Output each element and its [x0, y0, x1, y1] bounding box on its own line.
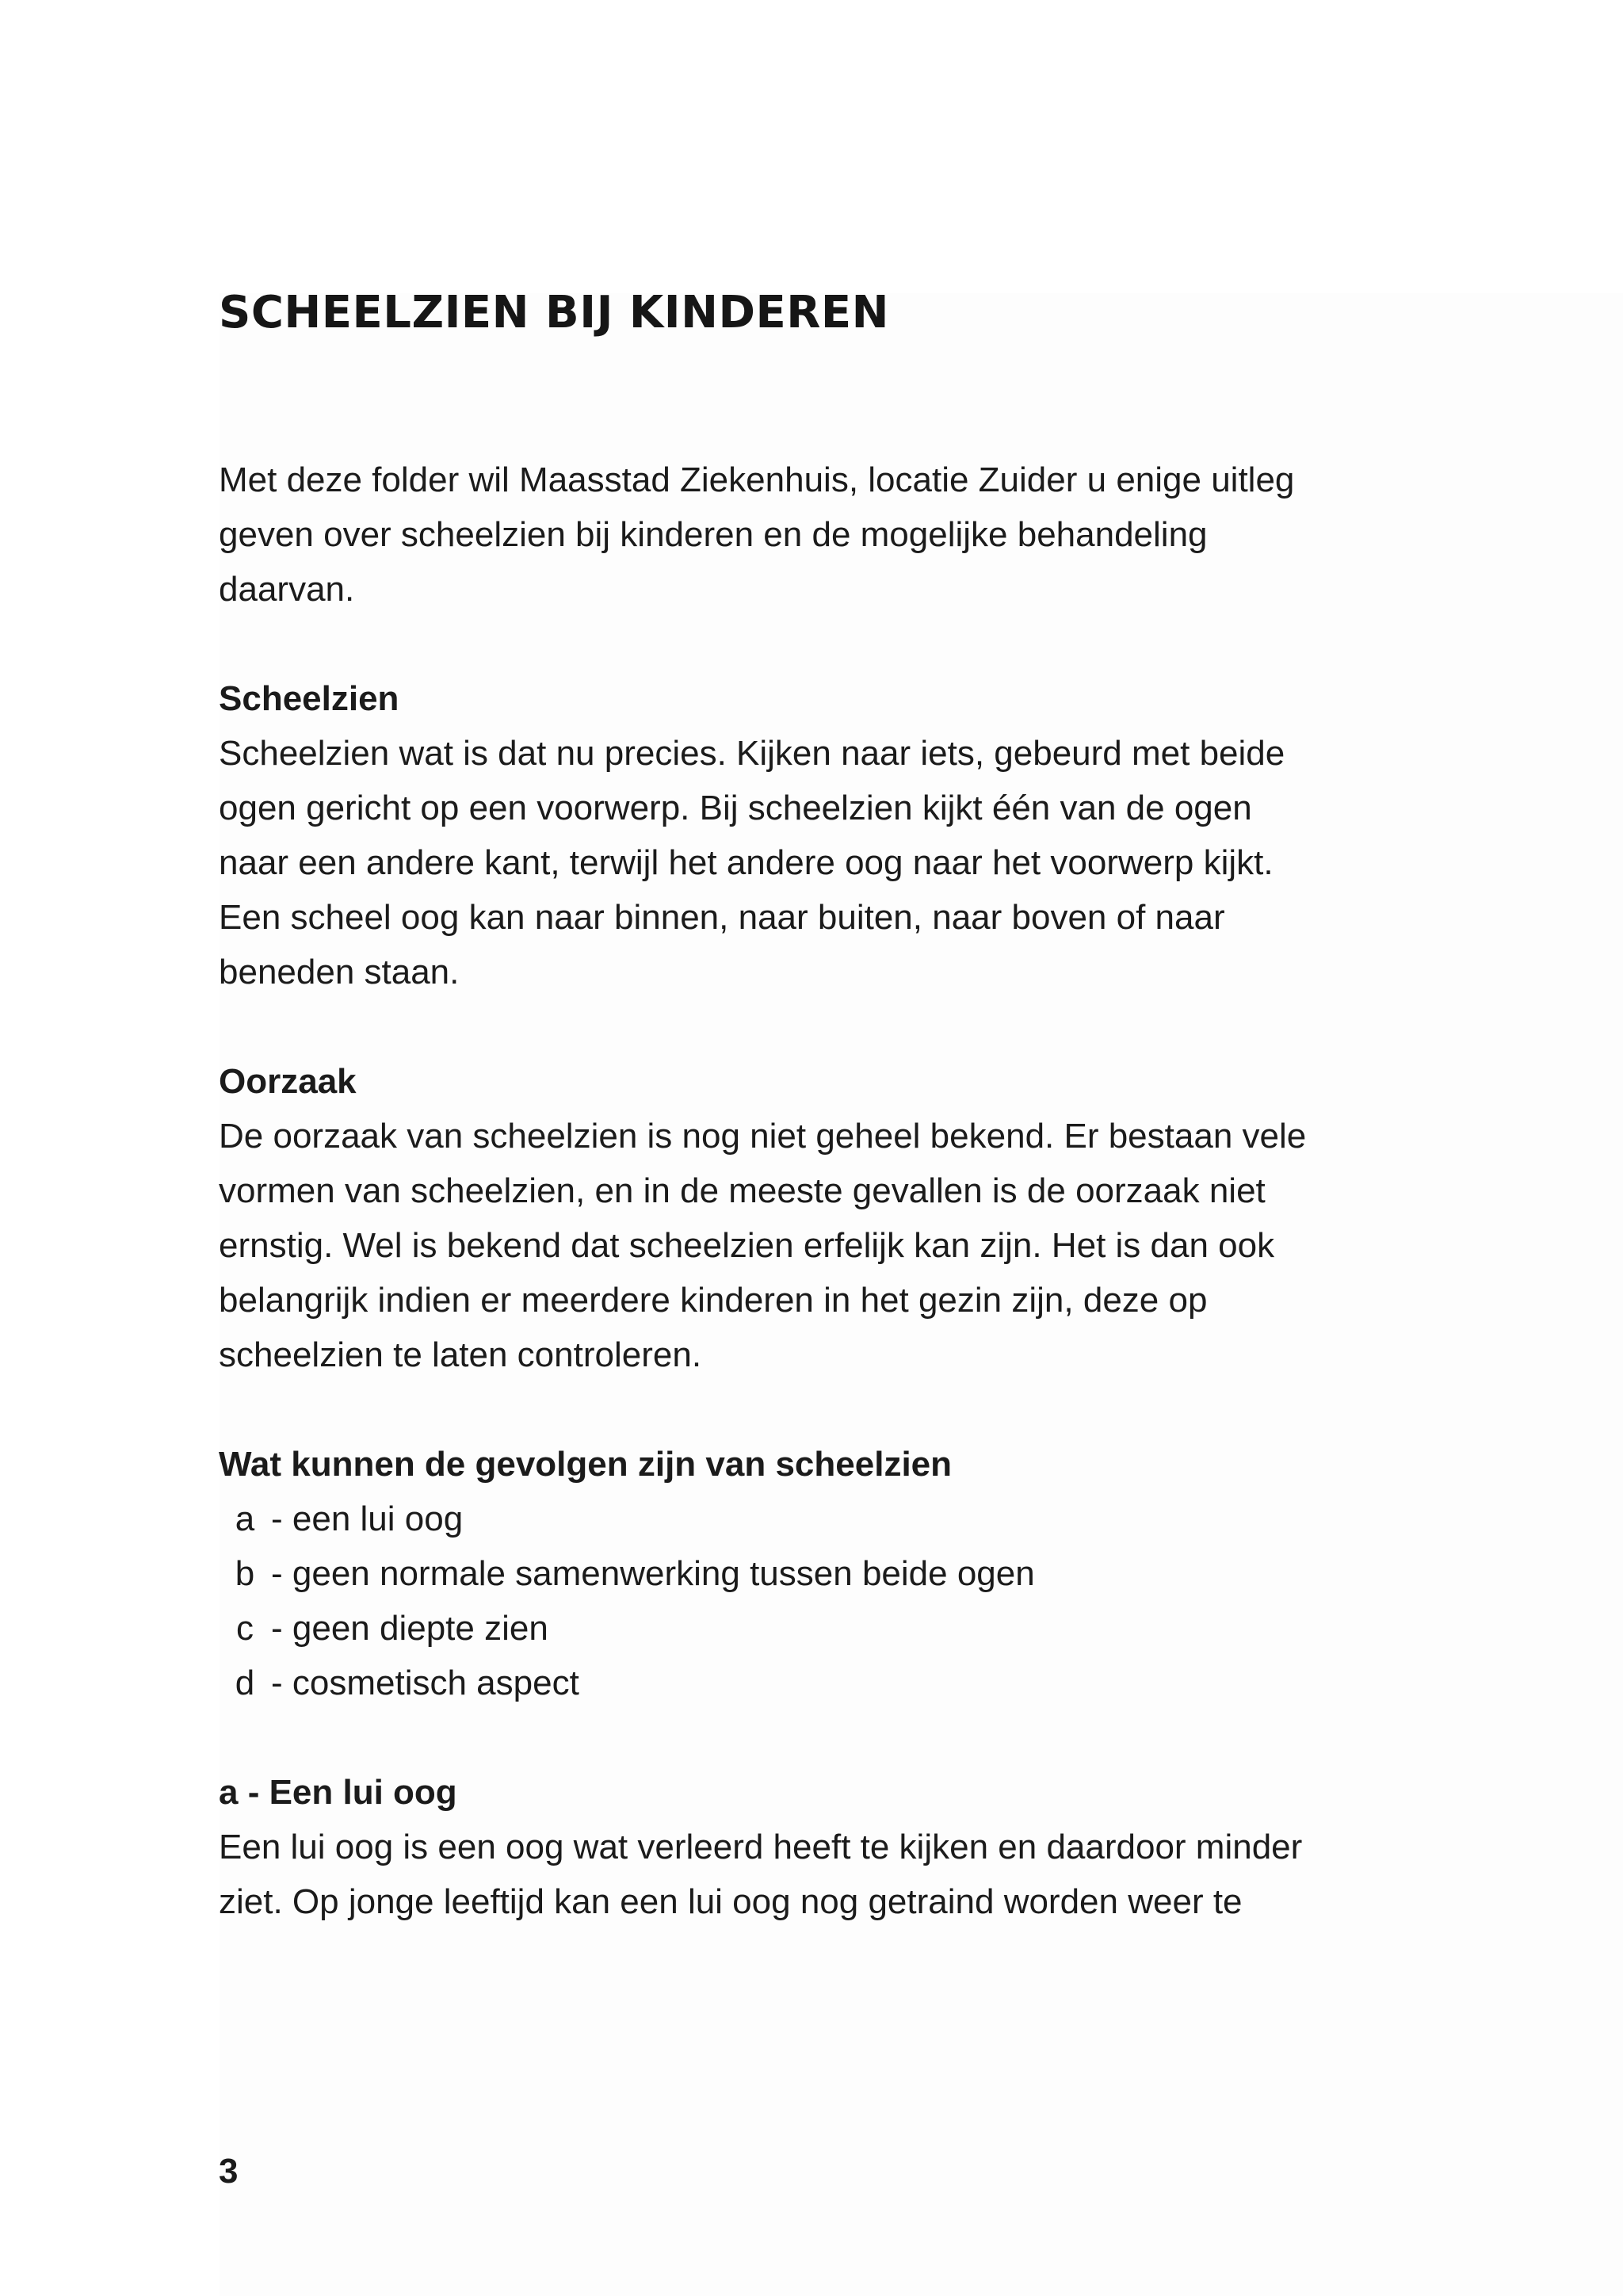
text-line: ernstig. Wel is bekend dat scheelzien erfelijk kan zijn. Het is dan ook	[219, 1226, 1275, 1265]
list-item-letter: b	[235, 1554, 255, 1593]
text-line: geven over scheelzien bij kinderen en de mogelijke behandeling	[219, 515, 1208, 554]
consequences-list	[219, 1492, 1407, 1710]
list-item-letter: a	[235, 1499, 255, 1538]
list-item-text: - cosmetisch aspect	[271, 1664, 579, 1702]
list-item-text: - geen normale samenwerking tussen beide ogen	[271, 1554, 1035, 1593]
intro-paragraph	[219, 453, 1407, 617]
list-item-letter: d	[235, 1664, 255, 1702]
section-paragraph-scheelzien	[219, 726, 1407, 999]
page-title: SCHEELZIEN BIJ KINDEREN	[219, 287, 889, 338]
list-item	[219, 1546, 1407, 1601]
list-item	[219, 1601, 1407, 1656]
text-line: daarvan.	[219, 570, 355, 609]
text-line: beneden staan.	[219, 953, 460, 991]
text-line: Een scheel oog kan naar binnen, naar buiten, naar boven of naar	[219, 898, 1225, 937]
section-heading-oorzaak: Oorzaak	[219, 1062, 357, 1101]
text-line: belangrijk indien er meerdere kinderen in het gezin zijn, deze op	[219, 1281, 1208, 1320]
list-item	[219, 1492, 1407, 1546]
document-body	[219, 453, 1407, 1929]
page-number: 3	[219, 2152, 239, 2191]
text-line: naar een andere kant, terwijl het andere oog naar het voorwerp kijkt.	[219, 843, 1274, 882]
list-item	[219, 1656, 1407, 1710]
text-line: ziet. Op jonge leeftijd kan een lui oog nog getraind worden weer te	[219, 1882, 1243, 1921]
section-heading-lui-oog: a - Een lui oog	[219, 1773, 457, 1812]
list-item-letter: c	[236, 1609, 254, 1648]
section-heading-gevolgen: Wat kunnen de gevolgen zijn van scheelzien	[219, 1445, 953, 1484]
text-line: Scheelzien wat is dat nu precies. Kijken naar iets, gebeurd met beide	[219, 734, 1285, 773]
text-line: scheelzien te laten controleren.	[219, 1335, 702, 1374]
text-line: De oorzaak van scheelzien is nog niet geheel bekend. Er bestaan vele	[219, 1117, 1307, 1156]
list-item-text: - een lui oog	[271, 1499, 464, 1538]
section-paragraph-oorzaak	[219, 1109, 1407, 1382]
text-line: Met deze folder wil Maasstad Ziekenhuis, locatie Zuider u enige uitleg	[219, 460, 1295, 499]
text-line: vormen van scheelzien, en in de meeste gevallen is de oorzaak niet	[219, 1171, 1266, 1210]
text-line: ogen gericht op een voorwerp. Bij scheelzien kijkt één van de ogen	[219, 789, 1252, 827]
section-paragraph-lui-oog	[219, 1820, 1407, 1929]
text-line: Een lui oog is een oog wat verleerd heeft te kijken en daardoor minder	[219, 1828, 1303, 1866]
list-item-text: - geen diepte zien	[271, 1609, 548, 1648]
section-heading-scheelzien: Scheelzien	[219, 679, 399, 718]
